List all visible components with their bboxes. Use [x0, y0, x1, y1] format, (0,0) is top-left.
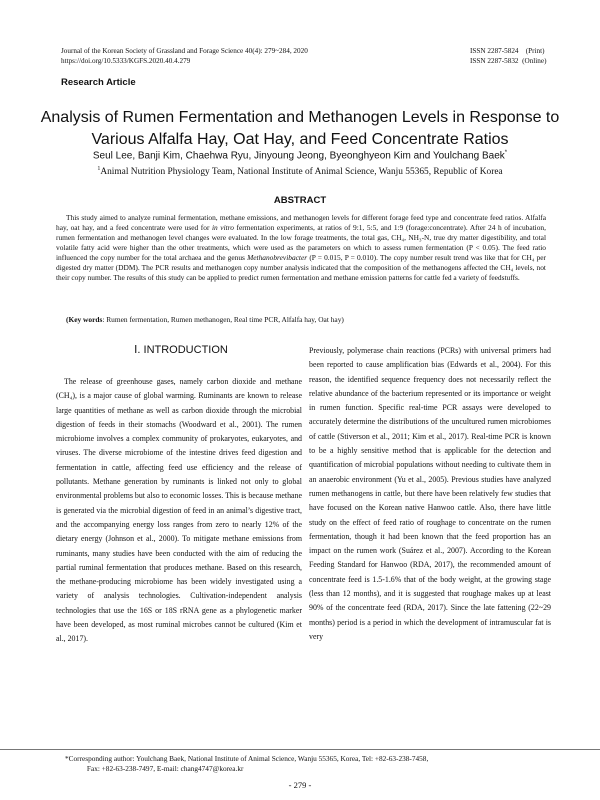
doi-link[interactable]: https://doi.org/10.5333/KGFS.2020.40.4.279 — [61, 56, 191, 65]
page-number: - 279 - — [288, 780, 312, 790]
article-type: Research Article — [61, 77, 136, 88]
section-heading-introduction: Ⅰ. INTRODUCTION — [134, 344, 228, 356]
footnote-line-1: *Corresponding author: Youlchang Baek, National Institute of Animal Science, Wanju 55365, Korea, Tel: +82-63-238-7458, — [65, 754, 429, 763]
corresponding-author-footnote — [65, 754, 428, 774]
abstract-part-3: (P = 0.015, P = 0.010). The copy number result trend was like that for CH₄ per digested dry matter (DDM). The PCR results and methanogen copy number analysis indicated that the composition of the methanogens affected the CH₄ levels, not their copy number. The results of this study can be applied to predict rumen fermentation and methane emission patterns for cattle fed a variety of feedstuffs. — [56, 253, 547, 282]
abstract-italic-1: in vitro — [211, 223, 234, 232]
title-line-2: Various Alfalfa Hay, Oat Hay, and Feed Concentrate Ratios — [91, 131, 509, 148]
abstract-part-2: fermentation experiments, at ratios of 9:1, 5:5, and 1:9 (forage:concentrate). After 24 h of incubation, rumen fermentation and methanogen level changes were evaluated. In the low forage treatments, the total gas, CH₄, NH₃-N, true dry matter digestibility, and total volatile fatty acid were higher than the other treatments, which were used as the parameters on which to assess rumen fermentation (P < 0.05). The feed ratio influenced the copy number for the total archaea and the genus — [56, 223, 546, 262]
affiliation — [40, 166, 560, 177]
issn-print: ISSN 2287-5824 (Print) — [470, 47, 545, 55]
paper-title — [40, 107, 560, 151]
keywords-text: : Rumen fermentation, Rumen methanogen, Real time PCR, Alfalfa hay, Oat hay) — [102, 315, 344, 324]
journal-citation: Journal of the Korean Society of Grassland and Forage Science 40(4): 279~284, 2020 — [61, 47, 308, 55]
keywords-label: (Key words — [66, 315, 103, 324]
title-line-1: Analysis of Rumen Fermentation and Methanogen Levels in Response to — [40, 109, 560, 126]
body-column-right: Previously, polymerase chain reactions (PCRs) with universal primers had been reported to cause amplification bias (Edwards et al., 2004). For this reason, the identified sequence frequency does not necessarily reflect the relative abundance of the bacterium represented or its importance or weight in rumen function. Specific real-time PCR assays were developed to accurately determine the distributions of the uncultured rumen microbiomes of cattle (Stiverson et al., 2011; Kim et al., 2017). Real-time PCR is known to be a highly sensitive method that is applicable for the detection and quantification of microbial populations without needing to cultivate them in an anaerobic environment (Yu et al., 2005). Previous studies have analyzed rumen methanogens in cattle, but there have been relatively few studies that have focused on the Korean native Hanwoo cattle. Also, there have little study on the effect of feed ratio of roughage to concentrate on the rumen fermentation, though it had been known that the feed proportion has an impact on the rumen work (Suárez et al., 2007). According to the Korean Feeding Standard for Hanwoo (RDA, 2017), the recommended amount of concentrate feed is 1.5-1.6% that of the body weight, at the growing stage (less than 12 months), and it is suggested that roughage makes up at least 90% of the concentrate feed (RDA, 2017). Since the late fattening (22~29 months) period is a period in which the development of intramuscular fat is very — [309, 346, 551, 641]
footnote-line-2: Fax: +82-63-238-7497, E-mail: chang4747@korea.kr — [65, 764, 244, 773]
corresponding-mark: * — [504, 150, 508, 156]
body-column-left: The release of greenhouse gases, namely carbon dioxide and methane (CH₄), is a major cause of global warming. Ruminants are known to release large quantities of methane as well as carbon dioxide through the microbial digestion of feeds in their stomachs (Woodward et al., 2001). The rumen microbiome involves a complex community of prokaryotes, eukaryotes, and viruses. The diverse microbiome of the intestine drives feed digestion and fermentation in cattle, affecting feed use efficiency and the release of pollutants. Methane generation by ruminants is linked not only to global environmental problems but also to economic losses. This is because methane is generated via the microbial digestion of feed in an animal’s digestive tract, and the accompanying energy loss ranges from zero to nearly 12% of the dietary energy (Johnson et al., 2000). To mitigate methane emissions from ruminants, many studies have been conducted with the aim of reducing the partial ruminal fermentation that produces methane. Based on this research, the methane-producing microbiome has been widely investigated using a variety of analysis technologies. Cultivation-independent analysis technologies that use the 16S or 18S rRNA gene as a phylogenetic marker have been developed, as most ruminal microbes cannot be cultured (Kim et al., 2017). — [56, 377, 302, 644]
issn-block — [470, 47, 546, 66]
abstract-italic-2: Methanobrevibacter — [247, 253, 308, 262]
abstract-body — [56, 213, 546, 283]
abstract-heading: ABSTRACT — [273, 195, 327, 206]
journal-header — [61, 47, 308, 66]
affiliation-mark: 1 — [97, 166, 101, 172]
authors-text: Seul Lee, Banji Kim, Chaehwa Ryu, Jinyoung Jeong, Byeonghyeon Kim and Youlchang Baek — [92, 150, 505, 162]
issn-online: ISSN 2287-5832 (Online) — [470, 56, 547, 65]
footnote-divider — [0, 749, 600, 750]
author-list — [40, 150, 560, 161]
affiliation-text: Animal Nutrition Physiology Team, National Institute of Animal Science, Wanju 55365, Republic of Korea — [100, 167, 503, 178]
abstract-part-1: This study aimed to analyze ruminal fermentation, methane emissions, and methanogen levels for different forage feed type and concentrate feed ratios. Alfalfa hay, oat hay, and a feed concentrate were used for — [56, 213, 546, 232]
keywords — [66, 315, 344, 324]
